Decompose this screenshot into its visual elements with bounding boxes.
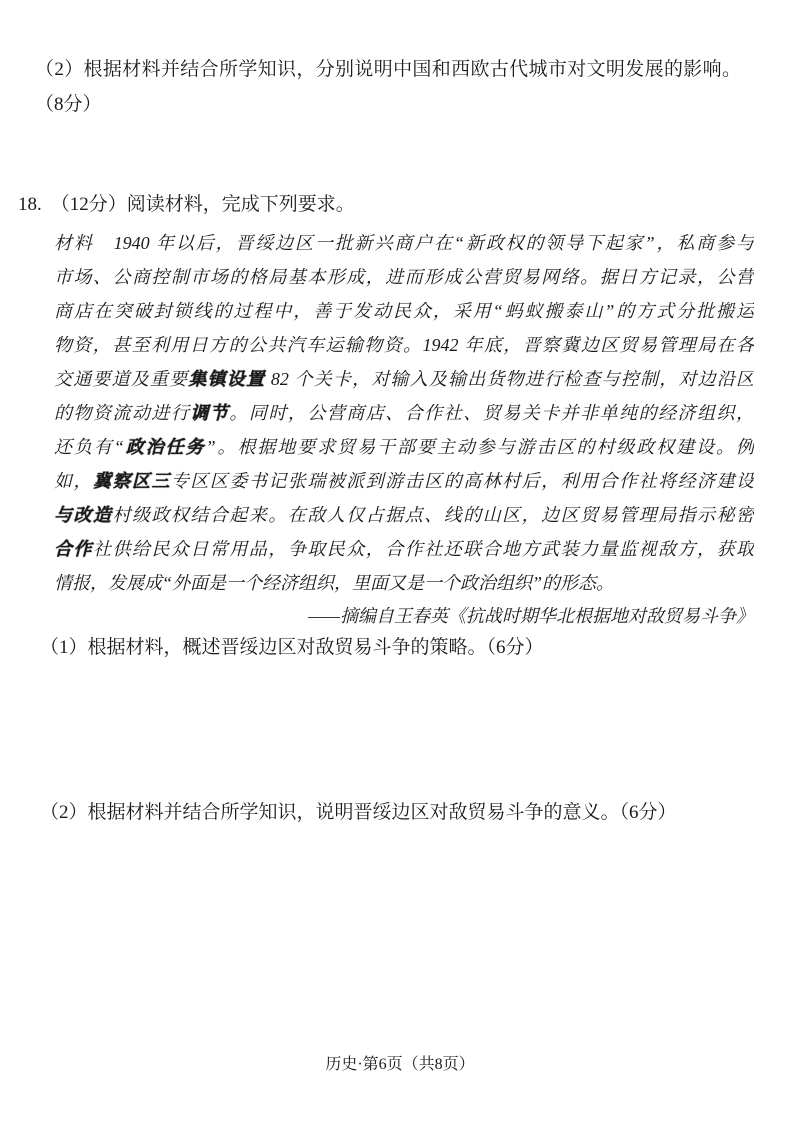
question-18-header bbox=[18, 189, 758, 221]
question-17-part2 bbox=[35, 52, 741, 122]
material-line bbox=[54, 226, 754, 260]
question-18-sub1: （1）根据材料，概述晋绥边区对敌贸易斗争的策略。（6分） bbox=[40, 637, 544, 658]
material-line bbox=[54, 328, 754, 362]
question-17-part2-text: （2）根据材料并结合所学知识，分别说明中国和西欧古代城市对文明发展的影响。 bbox=[35, 59, 741, 80]
material-line bbox=[54, 396, 754, 430]
text-segment: 的物资流动进行 bbox=[54, 403, 191, 423]
emphasized-text-segment: 合作 bbox=[54, 539, 93, 559]
question-18-intro: （12分）阅读材料，完成下列要求。 bbox=[50, 194, 355, 215]
page-footer: 历史·第6页（共8页） bbox=[325, 1056, 475, 1073]
text-segment: 情报，发展成“外面是一个经济组织，里面又是一个政治组织”的形态。 bbox=[54, 573, 615, 593]
material-attribution: ——摘编自王春英《抗战时期华北根据地对敌贸易斗争》 bbox=[307, 606, 754, 626]
emphasized-text-segment: 集镇设置 bbox=[188, 369, 266, 389]
emphasized-text-segment: 冀察区三 bbox=[92, 471, 171, 491]
emphasized-text-segment: 政治任务 bbox=[123, 437, 206, 457]
text-segment: 专区区委书记张瑞被派到游击区的高林村后，利用合作社将经济建设 bbox=[170, 471, 754, 491]
text-segment: 材料 1940 年以后，晋绥边区一批新兴商户在“新政权的领导下起家”，私商参与 bbox=[54, 233, 754, 253]
text-segment: 市场、公商控制市场的格局基本形成，进而形成公营贸易网络。据日方记录，公营 bbox=[54, 267, 754, 287]
question-18-number: 18. bbox=[18, 194, 42, 215]
emphasized-text-segment: 与改造 bbox=[54, 505, 113, 525]
material-line bbox=[54, 260, 754, 294]
emphasized-text-segment: 调节 bbox=[190, 403, 230, 423]
text-segment: 村级政权结合起来。在敌人仅占据点、线的山区，边区贸易管理局指示秘密 bbox=[112, 505, 754, 525]
material-line bbox=[54, 362, 754, 396]
text-segment: 还负有“ bbox=[54, 437, 124, 457]
text-segment: 社供给民众日常用品，争取民众，合作社还联合地方武装力量监视敌方，获取 bbox=[92, 539, 754, 559]
text-segment: 如， bbox=[54, 471, 93, 491]
text-segment: 交通要道及重要 bbox=[54, 369, 189, 389]
material-line bbox=[54, 566, 754, 600]
text-segment: ”。根据地要求贸易干部要主动参与游击区的村级政权建设。例 bbox=[205, 437, 754, 457]
material-line bbox=[54, 464, 754, 498]
text-segment: 82 个关卡，对输入及输出货物进行检查与控制，对边沿区 bbox=[265, 369, 754, 389]
material-line bbox=[54, 532, 754, 566]
material-line bbox=[54, 430, 754, 464]
question-18-sub2: （2）根据材料并结合所学知识，说明晋绥边区对敌贸易斗争的意义。（6分） bbox=[40, 802, 677, 823]
text-segment: 物资，甚至利用日方的公共汽车运输物资。1942 年底，晋察冀边区贸易管理局在各 bbox=[54, 335, 754, 355]
text-segment: 商店在突破封锁线的过程中，善于发动民众，采用“蚂蚁搬泰山”的方式分批搬运 bbox=[54, 301, 754, 321]
material-paragraph bbox=[54, 226, 754, 600]
question-17-part2-score: （8分） bbox=[35, 94, 102, 115]
text-segment: 。同时，公营商店、合作社、贸易关卡并非单纯的经济组织， bbox=[229, 403, 754, 423]
material-line bbox=[54, 294, 754, 328]
material-line bbox=[54, 498, 754, 532]
